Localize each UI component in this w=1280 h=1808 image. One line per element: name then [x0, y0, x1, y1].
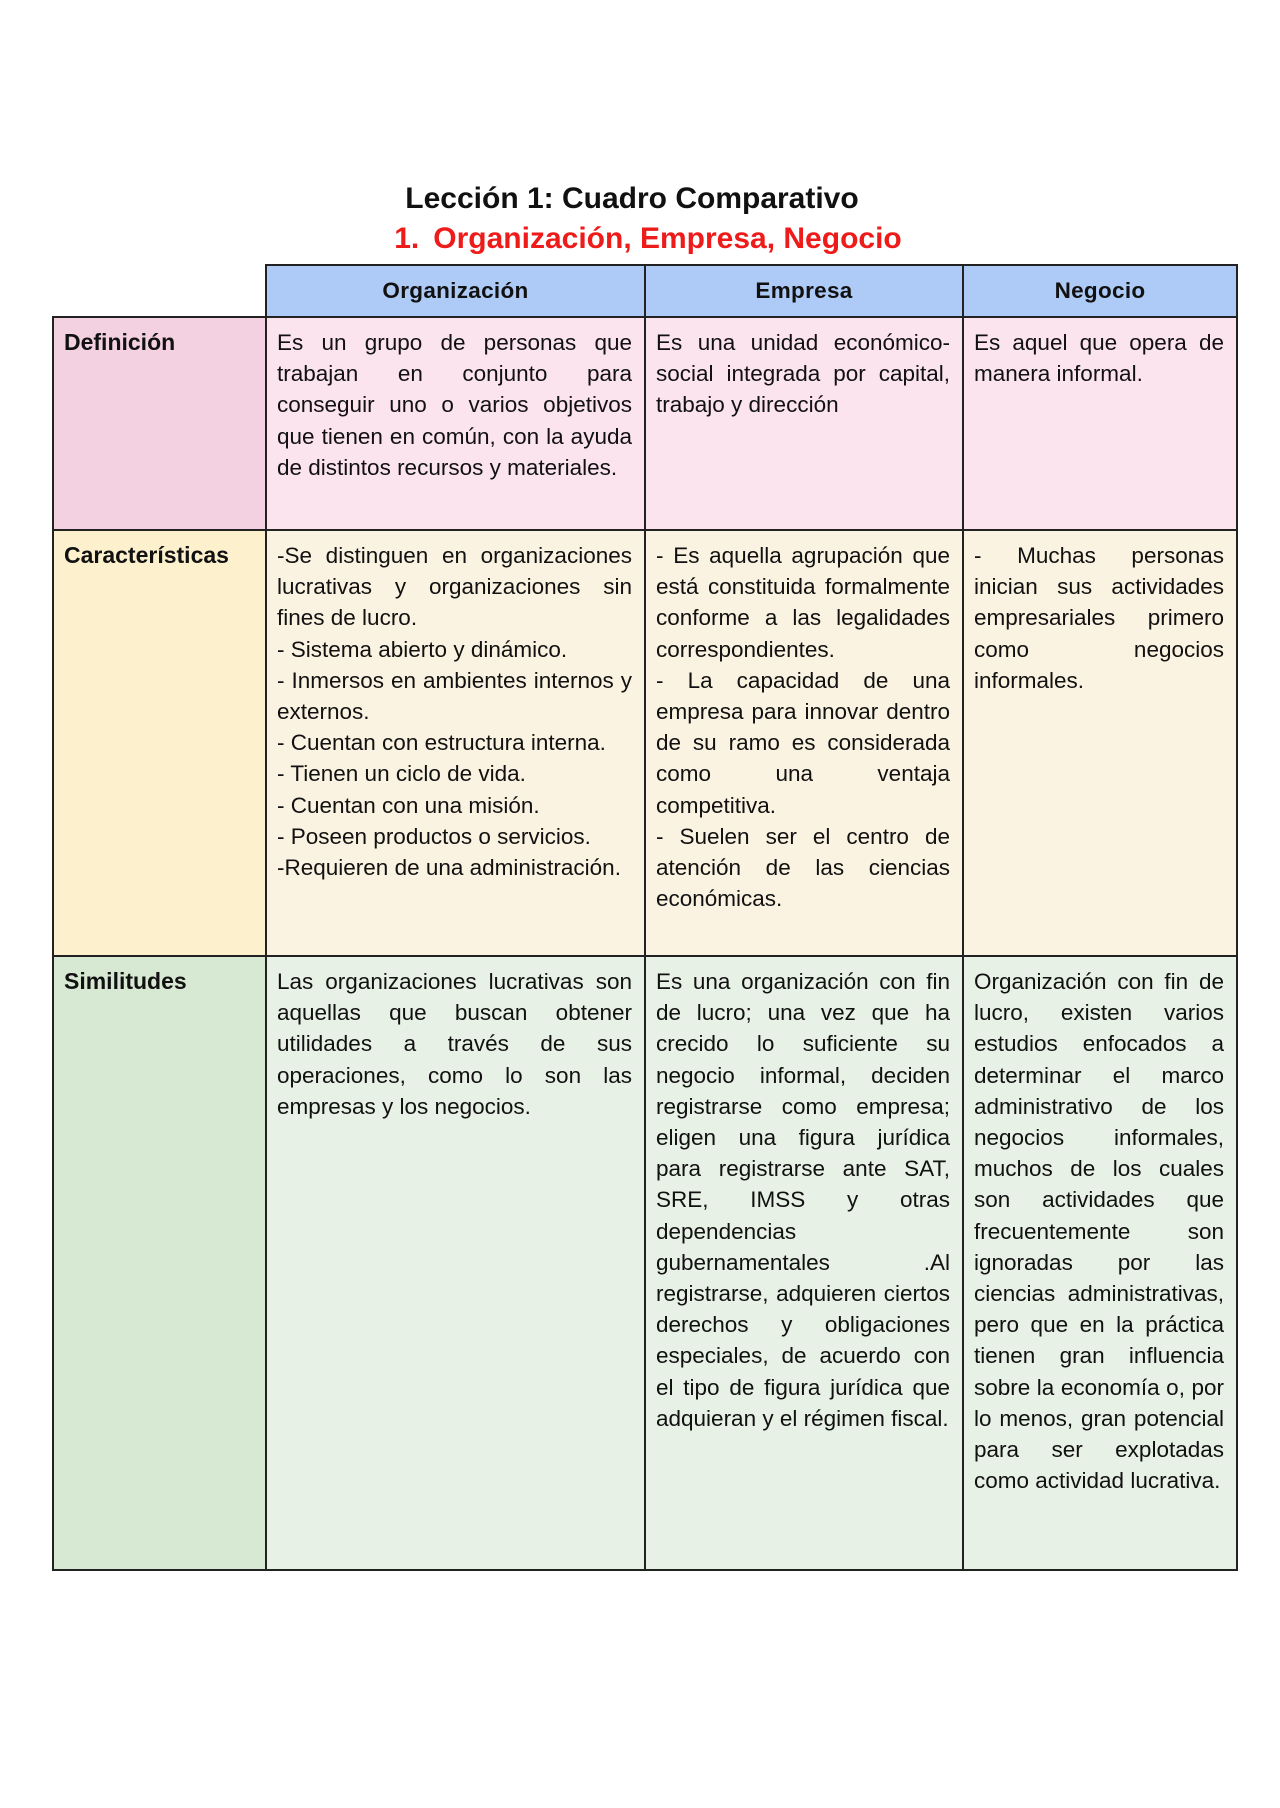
- cell-definicion-organizacion: Es un grupo de personas que trabajan en conjunto para conseguir uno o varios objetivos que tienen en común, con la ayuda de distintos recursos y materiales.: [266, 317, 645, 530]
- column-header-organizacion: Organización: [266, 265, 645, 317]
- table-row-similitudes: [53, 956, 1237, 1570]
- cell-caracteristicas-negocio: - Muchas personas inician sus actividades empresariales primero como negocios informales.: [963, 530, 1237, 956]
- table-row-definicion: [53, 317, 1237, 530]
- cell-similitudes-negocio: Organización con fin de lucro, existen varios estudios enfocados a determinar el marco administrativo de los negocios informales, muchos de los cuales son actividades que frecuentemente son ignoradas por las ciencias administrativas, pero que en la práctica tienen gran influencia sobre la economía o, por lo menos, gran potencial para ser explotadas como actividad lucrativa.: [963, 956, 1237, 1570]
- column-header-empresa: Empresa: [645, 265, 963, 317]
- table-row-caracteristicas: [53, 530, 1237, 956]
- row-header-similitudes: Similitudes: [53, 956, 266, 1570]
- cell-similitudes-organizacion: Las organizaciones lucrativas son aquellas que buscan obtener utilidades a través de sus operaciones, como lo son las empresas y los negocios.: [266, 956, 645, 1570]
- cell-caracteristicas-organizacion: -Se distinguen en organizaciones lucrativas y organizaciones sin fines de lucro. - Sistema abierto y dinámico. - Inmersos en ambientes internos y externos. - Cuentan con estructura interna. - Tienen un ciclo de vida. - Cuentan con una misión. - Poseen productos o servicios. -Requieren de una administración.: [266, 530, 645, 956]
- table-header-row: [53, 265, 1237, 317]
- cell-similitudes-empresa: Es una organización con fin de lucro; una vez que ha crecido lo suficiente su negocio informal, deciden registrarse como empresa; eligen una figura jurídica para registrarse ante SAT, SRE, IMSS y otras dependencias gubernamentales .Al registrarse, adquieren ciertos derechos y obligaciones especiales, de acuerdo con el tipo de figura jurídica que adquieran y el régimen fiscal.: [645, 956, 963, 1570]
- header-corner: [53, 265, 266, 317]
- column-header-negocio: Negocio: [963, 265, 1237, 317]
- document-subtitle: [0, 222, 1280, 256]
- row-header-caracteristicas: Características: [53, 530, 266, 956]
- document-title: Lección 1: Cuadro Comparativo: [405, 182, 859, 215]
- cell-definicion-negocio: Es aquel que opera de manera informal.: [963, 317, 1237, 530]
- cell-definicion-empresa: Es una unidad económico-social integrada por capital, trabajo y dirección: [645, 317, 963, 530]
- row-header-definicion: Definición: [53, 317, 266, 530]
- comparison-table: [52, 264, 1238, 1571]
- subtitle-text: Organización, Empresa, Negocio: [433, 222, 902, 255]
- subtitle-number: 1.: [394, 222, 420, 255]
- cell-caracteristicas-empresa: - Es aquella agrupación que está constituida formalmente conforme a las legalidades correspondientes. - La capacidad de una empresa para innovar dentro de su ramo es considerada como una ventaja competitiva. - Suelen ser el centro de atención de las ciencias económicas.: [645, 530, 963, 956]
